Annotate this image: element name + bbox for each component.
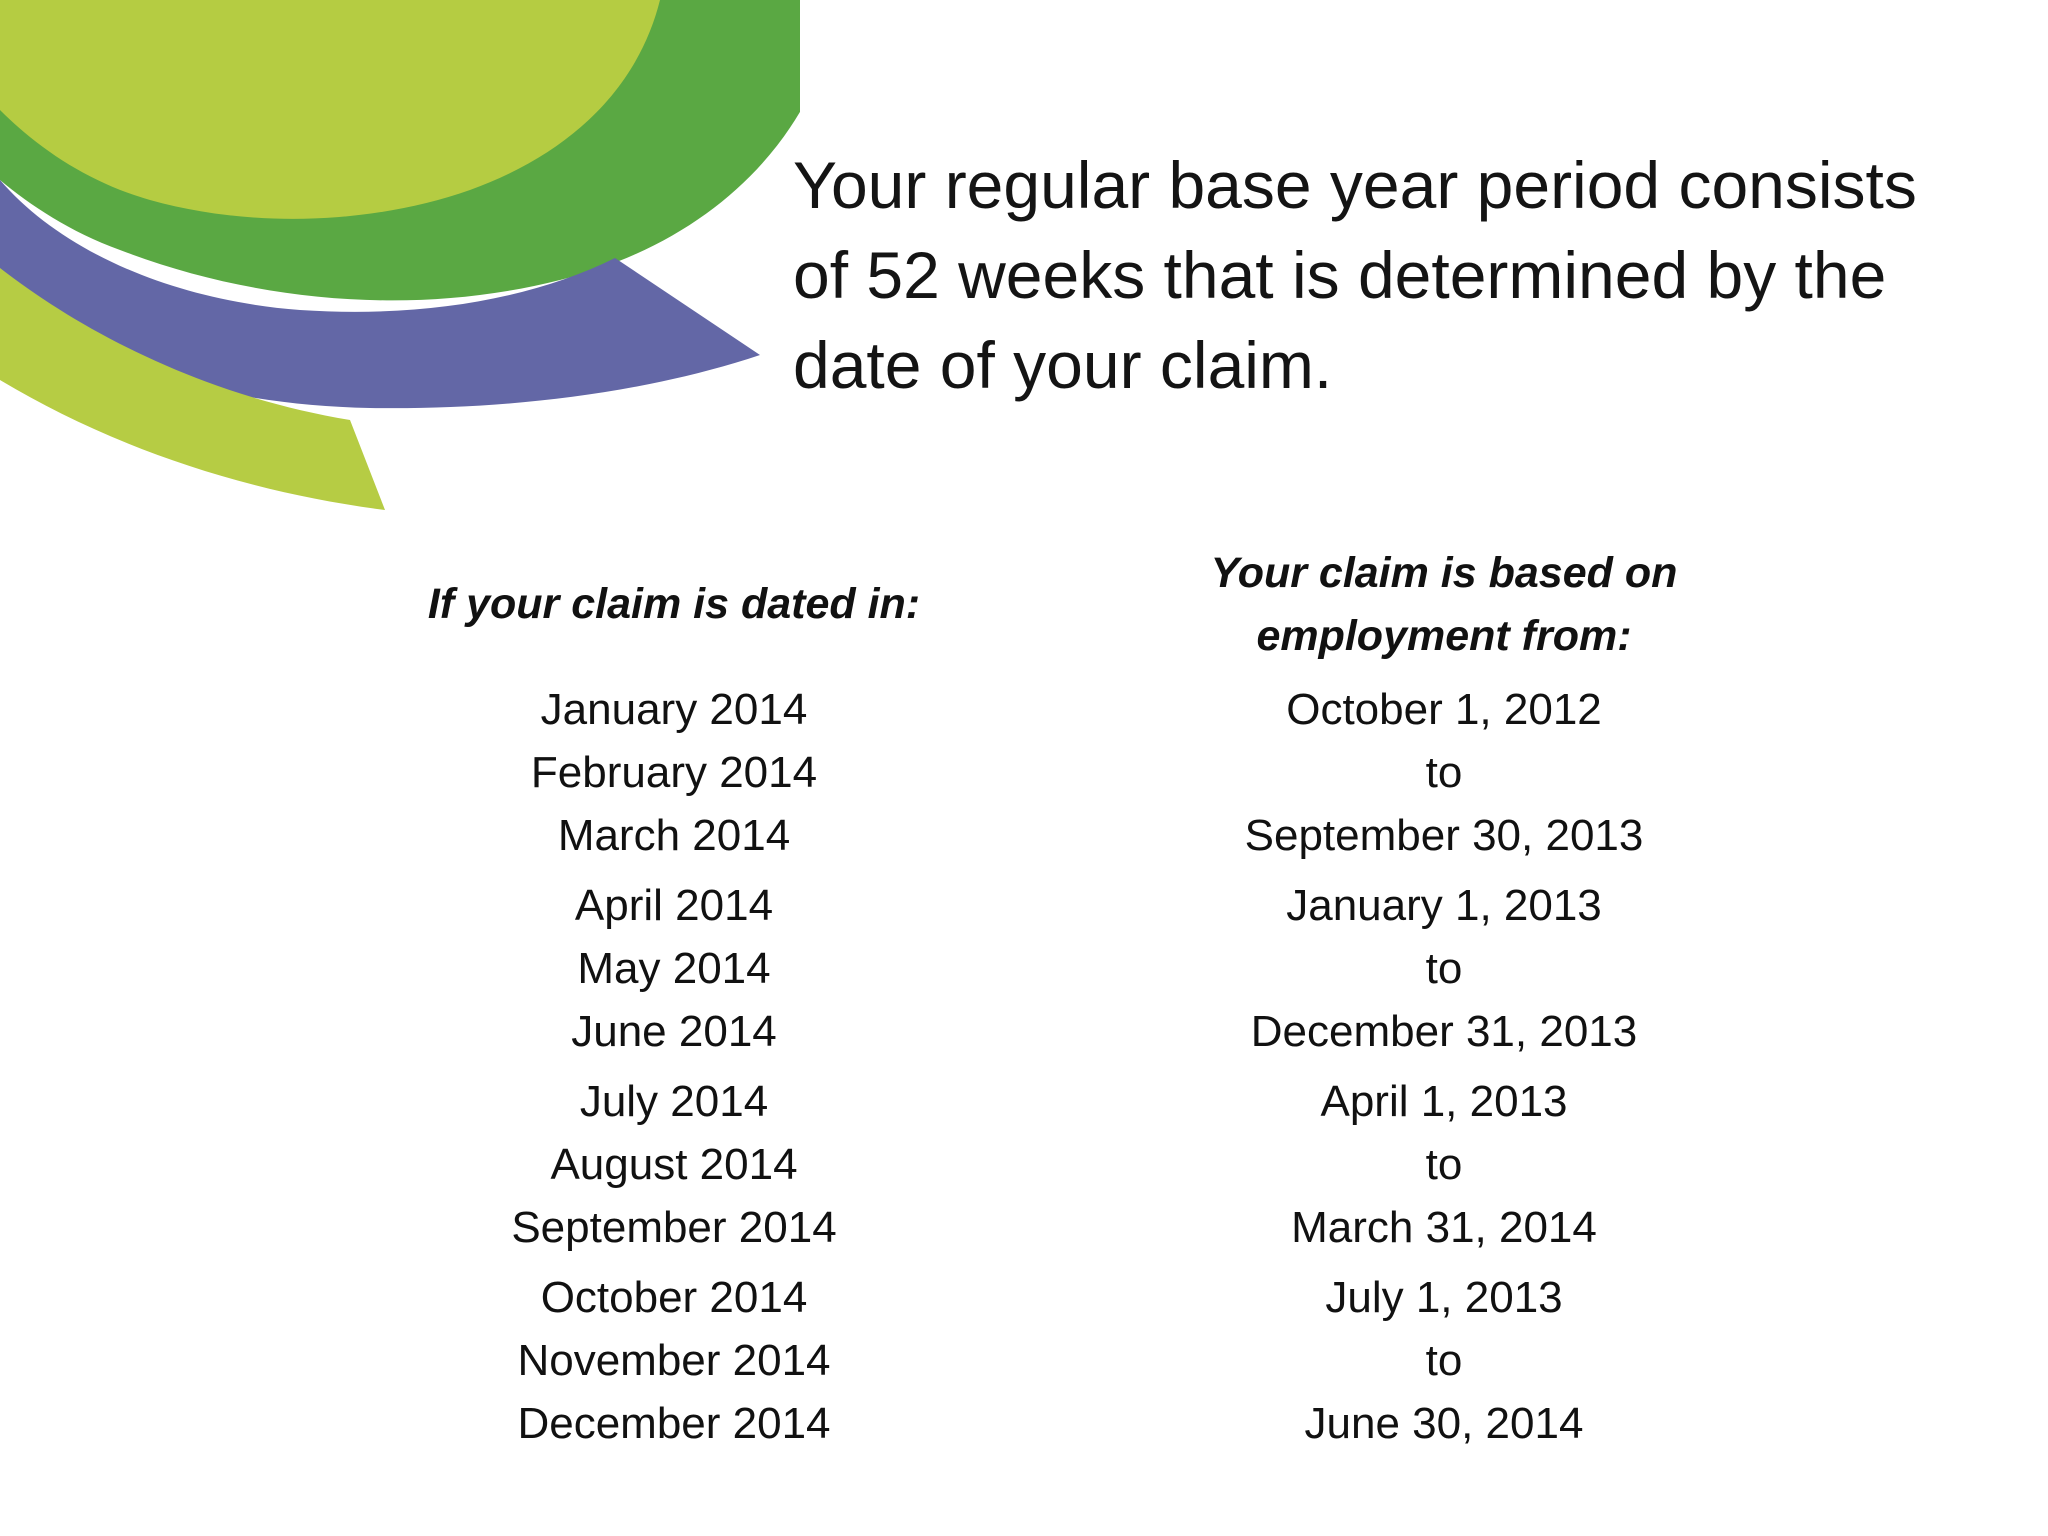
claim-months-group <box>374 1266 974 1455</box>
claim-months-group <box>374 1070 974 1259</box>
claim-month: December 2014 <box>517 1399 831 1448</box>
period-end: December 31, 2013 <box>1250 1007 1638 1056</box>
claim-month: February 2014 <box>530 748 818 797</box>
logo-swoosh-graphic <box>0 0 800 540</box>
claim-months-group <box>374 874 974 1063</box>
period-to: to <box>1425 944 1463 993</box>
employment-period-group <box>1144 1070 1744 1259</box>
period-to: to <box>1425 1140 1463 1189</box>
claim-month: November 2014 <box>517 1336 831 1385</box>
claim-month: September 2014 <box>511 1203 837 1252</box>
claim-month: March 2014 <box>557 811 791 860</box>
claim-month: August 2014 <box>550 1140 798 1189</box>
period-end: September 30, 2013 <box>1244 811 1644 860</box>
claim-month: June 2014 <box>571 1007 777 1056</box>
employment-period-group <box>1144 678 1744 867</box>
period-end: June 30, 2014 <box>1304 1399 1584 1448</box>
employment-period-group <box>1144 874 1744 1063</box>
period-start: July 1, 2013 <box>1325 1273 1563 1322</box>
claim-month: May 2014 <box>577 944 771 993</box>
claim-month: January 2014 <box>540 685 808 734</box>
column-header-employment-period: Your claim is based on employment from: <box>1210 549 1678 660</box>
claim-month: July 2014 <box>579 1077 769 1126</box>
period-start: April 1, 2013 <box>1320 1077 1568 1126</box>
column-header-claim-date: If your claim is dated in: <box>427 580 921 628</box>
intro-paragraph: Your regular base year period consists of 52 weeks that is determined by the date of your claim. <box>793 148 1917 402</box>
period-to: to <box>1425 748 1463 797</box>
claim-month: October 2014 <box>540 1273 808 1322</box>
period-start: January 1, 2013 <box>1286 881 1602 930</box>
period-end: March 31, 2014 <box>1291 1203 1597 1252</box>
claim-months-group <box>374 678 974 867</box>
employment-period-group <box>1144 1266 1744 1455</box>
claim-month: April 2014 <box>574 881 774 930</box>
period-to: to <box>1425 1336 1463 1385</box>
period-start: October 1, 2012 <box>1286 685 1602 734</box>
